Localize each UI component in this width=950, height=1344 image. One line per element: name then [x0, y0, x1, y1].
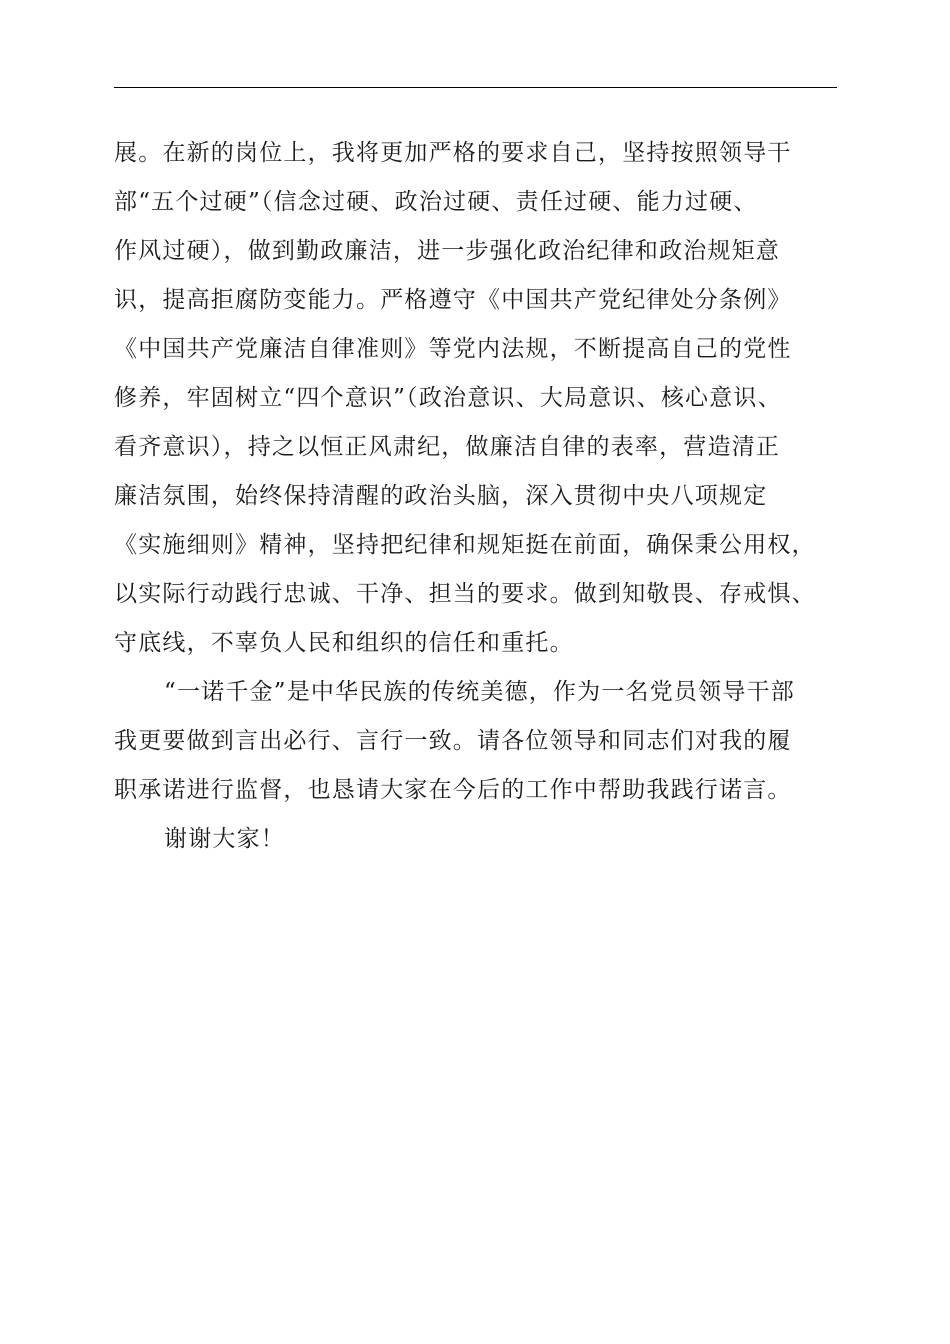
text-line: 《实施细则》精神，坚持把纪律和规矩挺在前面，确保秉公用权，	[114, 532, 816, 558]
text-line: 修养，牢固树立“四个意识”（政治意识、大局意识、核心意识、	[114, 385, 782, 411]
text-line: “一诺千金”是中华民族的传统美德，作为一名党员领导干部	[164, 679, 795, 705]
text-line: 部“五个过硬”（信念过硬、政治过硬、责任过硬、能力过硬、	[114, 189, 758, 215]
text-line: 展。在新的岗位上，我将更加严格的要求自己，坚持按照领导干	[114, 140, 792, 166]
text-line: 廉洁氛围，始终保持清醒的政治头脑，深入贯彻中央八项规定	[114, 483, 768, 509]
text-line: 看齐意识），持之以恒正风肃纪，做廉洁自律的表率，营造清正	[114, 434, 781, 460]
text-line: 我更要做到言出必行、言行一致。请各位领导和同志们对我的履	[114, 728, 792, 754]
closing-line: 谢谢大家！	[164, 826, 285, 852]
document-body	[114, 130, 838, 865]
text-line: 以实际行动践行忠诚、干净、担当的要求。做到知敬畏、存戒惧、	[114, 581, 816, 607]
text-line: 职承诺进行监督，也恳请大家在今后的工作中帮助我践行诺言。	[114, 777, 792, 803]
text-line: 作风过硬），做到勤政廉洁，进一步强化政治纪律和政治规矩意	[114, 238, 781, 264]
text-line: 识，提高拒腐防变能力。严格遵守《中国共产党纪律处分条例》	[114, 287, 792, 313]
text-line: 《中国共产党廉洁自律准则》等党内法规，不断提高自己的党性	[114, 336, 792, 362]
text-line: 守底线，不辜负人民和组织的信任和重托。	[114, 630, 574, 656]
header-rule	[114, 87, 837, 88]
